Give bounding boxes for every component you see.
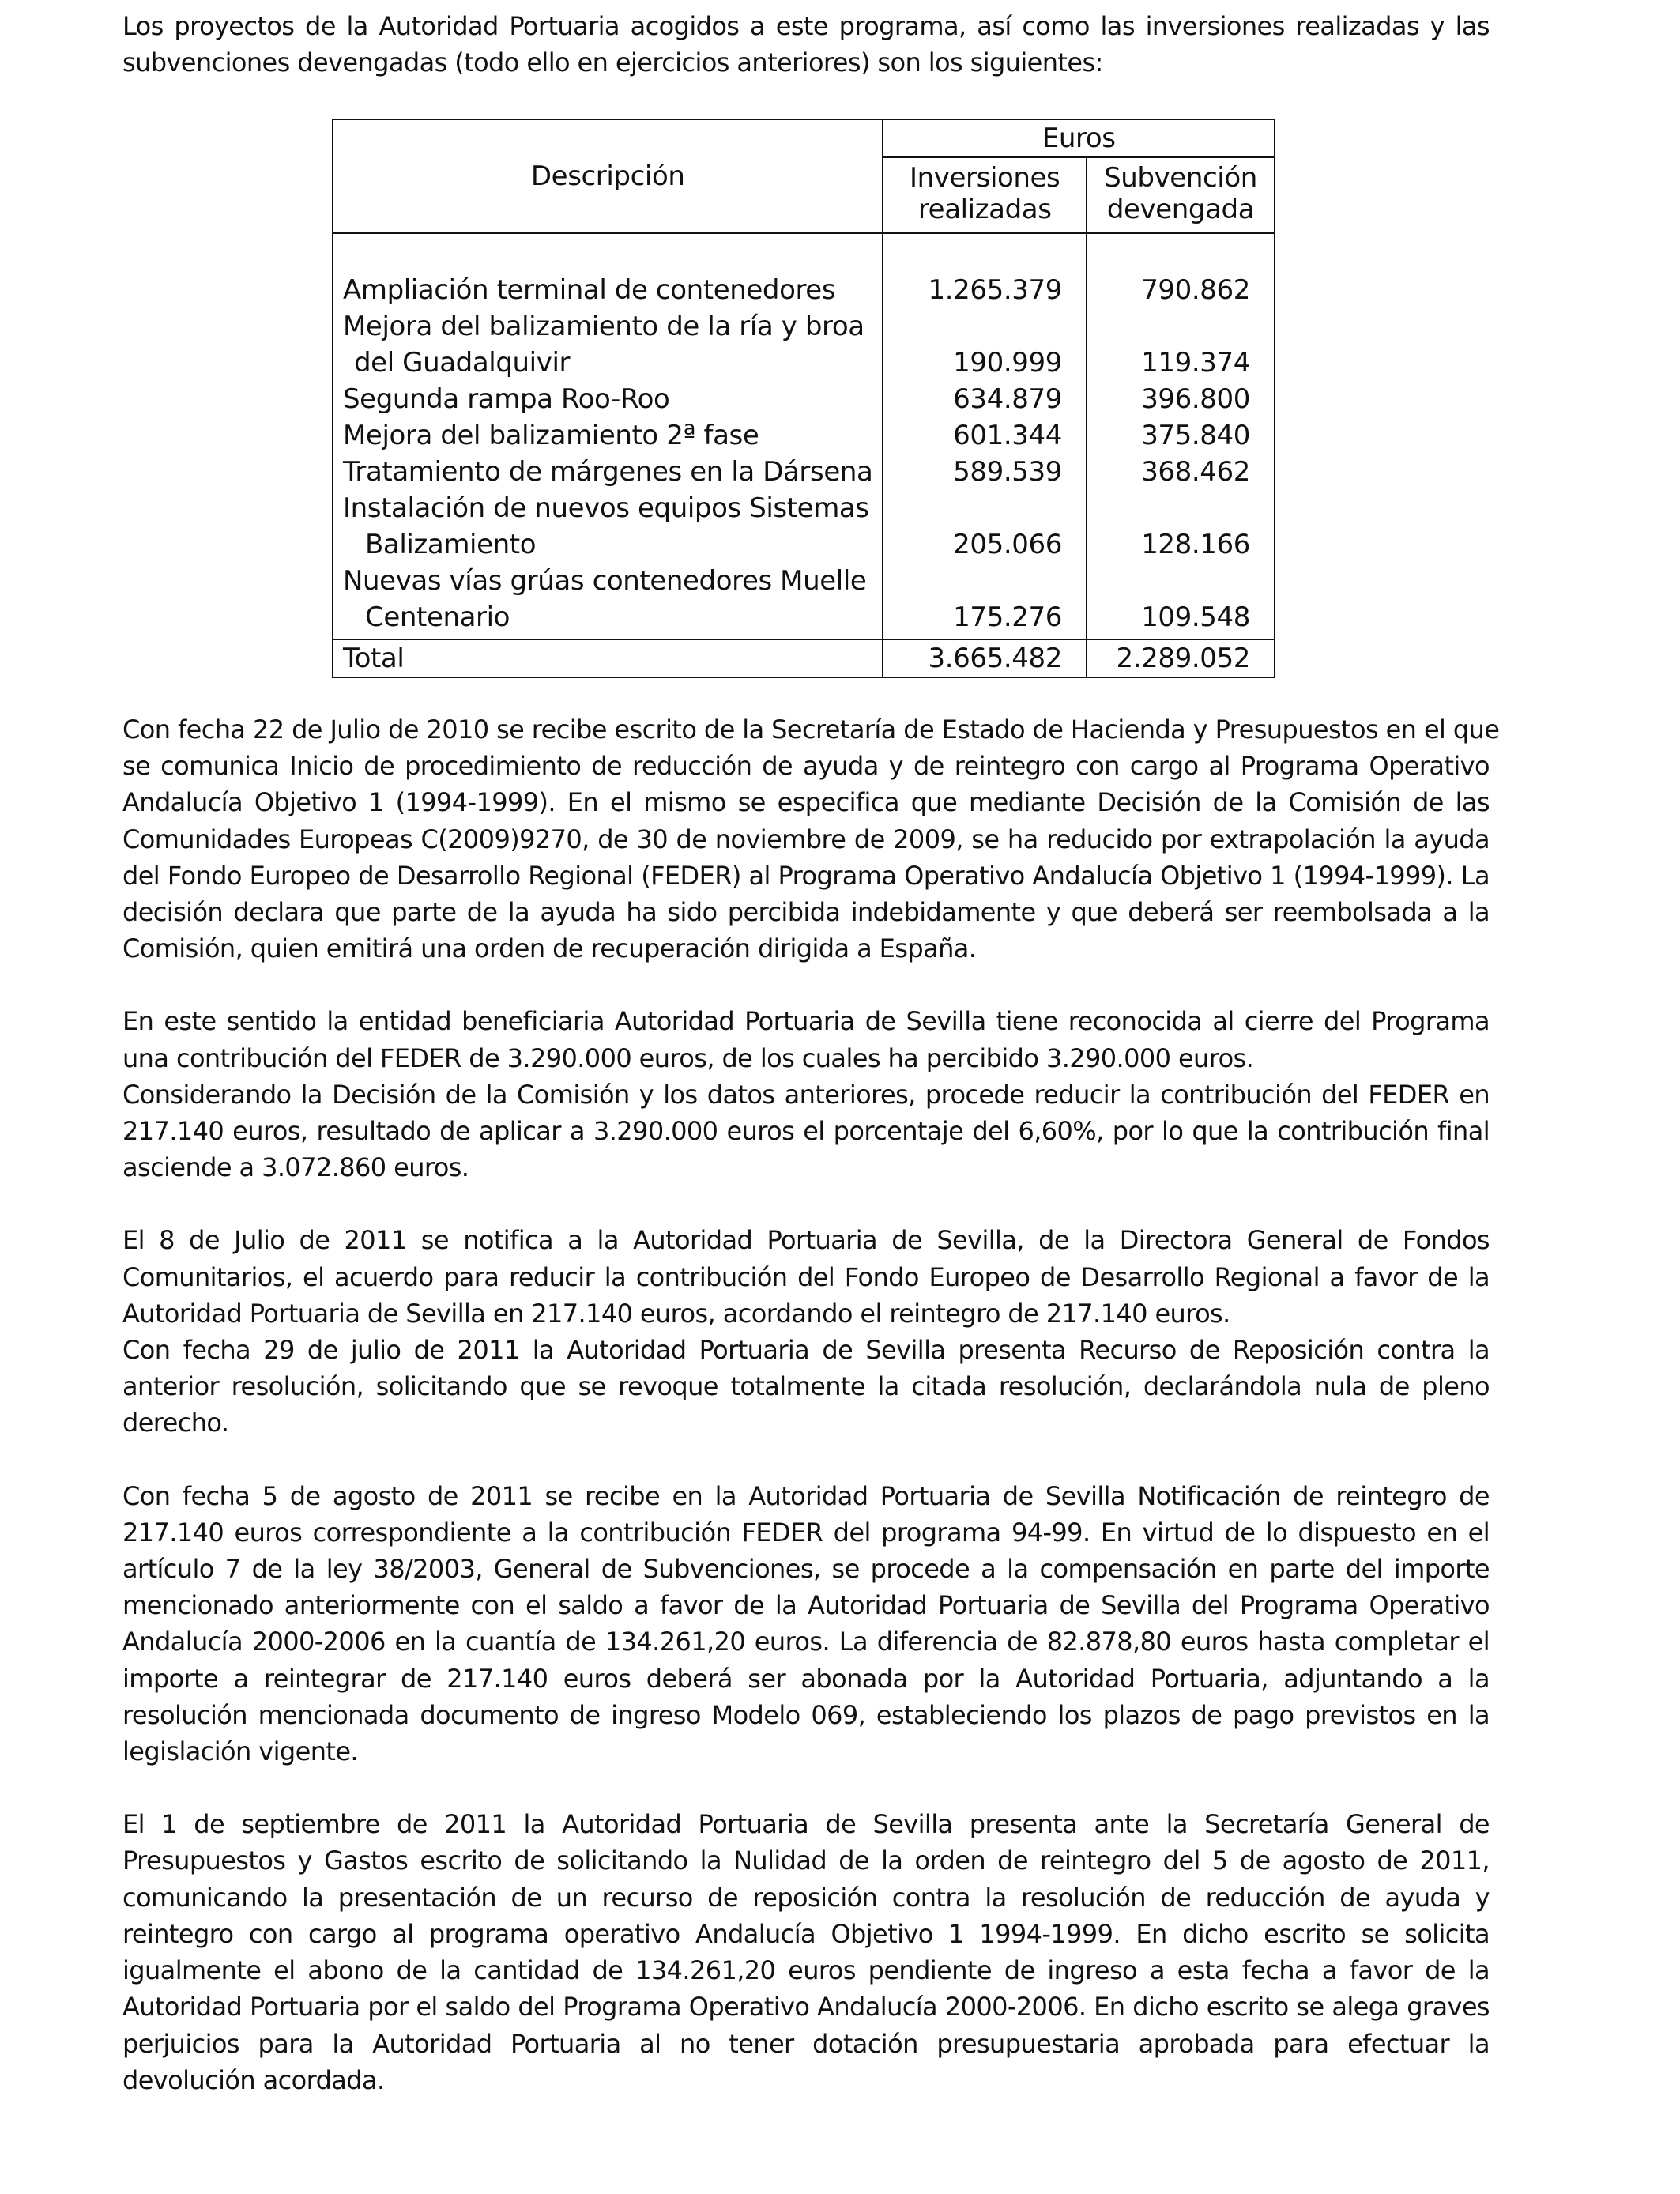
paragraph-line: Autoridad Portuaria por el saldo del Programa Operativo Andalucía 2000-2006. En dicho escrito se alega graves	[122, 1992, 1490, 2022]
body-paragraph	[122, 1222, 1490, 1441]
paragraph-line: 217.140 euros, resultado de aplicar a 3.290.000 euros el porcentaje del 6,60%, por lo que la contribución final	[122, 1116, 1490, 1147]
paragraph-line: Considerando la Decisión de la Comisión y los datos anteriores, procede reducir la contribución del FEDER en	[122, 1079, 1490, 1110]
row-inversiones: 589.539	[953, 456, 1062, 488]
row-description: Ampliación terminal de contenedores	[343, 274, 836, 306]
intro-paragraph	[122, 8, 1490, 81]
spacer	[1097, 490, 1250, 526]
paragraph-line: artículo 7 de la ley 38/2003, General de Subvenciones, se procede a la compensación en parte del importe	[122, 1554, 1490, 1585]
paragraph-line: mencionado anteriormente con el saldo a favor de la Autoridad Portuaria de Sevilla del Programa Operativo	[122, 1590, 1490, 1621]
paragraph-line: El 8 de Julio de 2011 se notifica a la Autoridad Portuaria de Sevilla, de la Directora General de Fondos	[122, 1225, 1490, 1256]
body-paragraph	[122, 711, 1500, 967]
paragraph-line: Comunitarios, el acuerdo para reducir la contribución del Fondo Europeo de Desarrollo Regional a favor de la	[122, 1261, 1490, 1292]
paragraph-line: resolución mencionada documento de ingreso Modelo 069, estableciendo los plazos de pago previstos en la	[122, 1699, 1490, 1730]
intro-line: Los proyectos de la Autoridad Portuaria acogidos a este programa, así como las inversiones realizadas y las	[122, 11, 1490, 41]
paragraph-gap	[122, 1442, 1490, 1478]
body-paragraph	[122, 1478, 1490, 1770]
row-description: Segunda rampa Roo-Roo	[343, 383, 670, 415]
paragraph-line: Comunidades Europeas C(2009)9270, de 30 de noviembre de 2009, se ha reducido por extrapolación la ayuda	[122, 824, 1490, 854]
paragraph-line: legislación vigente.	[122, 1736, 358, 1767]
row-description: Nuevas vías grúas contenedores Muelle	[343, 565, 867, 597]
total-label: Total	[333, 639, 883, 677]
paragraph-line: devolución acordada.	[122, 2064, 385, 2095]
spacer	[893, 490, 1062, 526]
description-header: Descripción	[333, 119, 883, 233]
row-inversiones: 634.879	[953, 383, 1062, 415]
paragraph-line: En este sentido la entidad beneficiaria Autoridad Portuaria de Sevilla tiene reconocida al cierre del Programa	[122, 1006, 1490, 1037]
table-body	[333, 233, 1275, 639]
row-description: Instalación de nuevos equipos Sistemas	[343, 492, 869, 524]
total-subvencion: 2.289.052	[1087, 639, 1275, 677]
row-subvencion: 109.548	[1141, 601, 1250, 633]
paragraph-gap	[122, 1186, 1490, 1222]
row-subvencion: 368.462	[1141, 456, 1250, 488]
paragraph-line: 217.140 euros correspondiente a la contribución FEDER del programa 94-99. En virtud de lo dispuesto en el	[122, 1517, 1490, 1547]
row-description: Mejora del balizamiento de la ría y broa	[343, 311, 864, 342]
paragraph-line: El 1 de septiembre de 2011 la Autoridad Portuaria de Sevilla presenta ante la Secretaría General de	[122, 1809, 1490, 1840]
row-inversiones: 601.344	[953, 420, 1062, 451]
paragraph-line: importe a reintegrar de 217.140 euros deberá ser abonada por la Autoridad Portuaria, adjuntando a la	[122, 1663, 1490, 1694]
spacer	[1097, 308, 1250, 345]
paragraph-line: del Fondo Europeo de Desarrollo Regional (FEDER) al Programa Operativo Andalucía Objetivo 1 (1994-1999). La	[122, 860, 1490, 891]
paragraph-line: se comunica Inicio de procedimiento de reducción de ayuda y de reintegro con cargo al Programa Operativo	[122, 751, 1490, 782]
paragraph-line: perjuicios para la Autoridad Portuaria al no tener dotación presupuestaria aprobada para efectuar la	[122, 2028, 1490, 2059]
body-paragraphs	[122, 711, 1500, 2098]
row-description: Tratamiento de márgenes en la Dársena	[343, 456, 873, 488]
row-inversiones: 1.265.379	[928, 274, 1062, 306]
paragraph-gap	[122, 1770, 1490, 1806]
paragraph-line: Comisión, quien emitirá una orden de recuperación dirigida a España.	[122, 933, 977, 964]
table-total-row	[333, 639, 1275, 677]
row-subvencion: 790.862	[1141, 274, 1250, 306]
inversiones-header: Inversiones	[883, 157, 1087, 194]
subvencion-column	[1087, 233, 1275, 639]
paragraph-line: asciende a 3.072.860 euros.	[122, 1152, 469, 1183]
paragraph-line: reintegro con cargo al programa operativo Andalucía Objetivo 1 1994-1999. En dicho escrito se solicita	[122, 1918, 1490, 1949]
row-description-cont: Balizamiento	[365, 529, 537, 560]
paragraph-line: anterior resolución, solicitando que se revoque totalmente la citada resolución, declarándola nula de pleno	[122, 1371, 1490, 1402]
row-description-cont: del Guadalquivir	[354, 347, 571, 379]
table-header-row-1	[333, 119, 1275, 157]
paragraph-line: igualmente el abono de la cantidad de 134.261,20 euros pendiente de ingreso a esta fecha a favor de la	[122, 1955, 1490, 1986]
paragraph-line: derecho.	[122, 1408, 229, 1438]
description-column	[333, 233, 883, 639]
paragraph-line: Con fecha 29 de julio de 2011 la Autoridad Portuaria de Sevilla presenta Recurso de Reposición contra la	[122, 1335, 1490, 1366]
paragraph-line: Andalucía Objetivo 1 (1994-1999). En el mismo se especifica que mediante Decisión de la Comisión de las	[122, 787, 1490, 818]
paragraph-line: Con fecha 22 de Julio de 2010 se recibe escrito de la Secretaría de Estado de Hacienda y Presupuestos en el que	[122, 714, 1500, 745]
paragraph-line: decisión declara que parte de la ayuda ha sido percibida indebidamente y que deberá ser reembolsada a la	[122, 897, 1490, 928]
paragraph-line: Presupuestos y Gastos escrito de solicitando la Nulidad de la orden de reintegro del 5 de agosto de 2011,	[122, 1845, 1490, 1876]
subvencion-header: Subvención	[1087, 157, 1275, 194]
body-paragraph	[122, 1003, 1490, 1186]
euros-header: Euros	[883, 119, 1275, 157]
row-subvencion: 128.166	[1141, 529, 1250, 560]
spacer	[893, 563, 1062, 599]
row-subvencion: 119.374	[1141, 347, 1250, 379]
spacer	[1097, 563, 1250, 599]
row-subvencion: 375.840	[1141, 420, 1250, 451]
row-inversiones: 205.066	[953, 529, 1062, 560]
row-inversiones: 175.276	[953, 601, 1062, 633]
investments-table	[332, 119, 1275, 678]
total-inversiones: 3.665.482	[883, 639, 1087, 677]
row-description-cont: Centenario	[365, 601, 510, 633]
spacer	[893, 308, 1062, 345]
body-paragraph	[122, 1806, 1490, 2098]
paragraph-gap	[122, 967, 1490, 1003]
intro-line: subvenciones devengadas (todo ello en ejercicios anteriores) son los siguientes:	[122, 47, 1103, 78]
paragraph-line: una contribución del FEDER de 3.290.000 euros, de los cuales ha percibido 3.290.000 euros.	[122, 1042, 1254, 1073]
paragraph-line: Con fecha 5 de agosto de 2011 se recibe en la Autoridad Portuaria de Sevilla Notificación de reintegro de	[122, 1480, 1490, 1511]
row-subvencion: 396.800	[1141, 383, 1250, 415]
row-inversiones: 190.999	[953, 347, 1062, 379]
paragraph-line: Autoridad Portuaria de Sevilla en 217.140 euros, acordando el reintegro de 217.140 euros.	[122, 1298, 1230, 1329]
paragraph-line: Andalucía 2000-2006 en la cuantía de 134.261,20 euros. La diferencia de 82.878,80 euros hasta completar el	[122, 1627, 1490, 1657]
inversiones-column	[883, 233, 1087, 639]
paragraph-line: comunicando la presentación de un recurso de reposición contra la resolución de reducción de ayuda y	[122, 1882, 1490, 1913]
row-description: Mejora del balizamiento 2ª fase	[343, 420, 759, 451]
table-header-row-3: realizadas devengada	[333, 194, 1275, 233]
